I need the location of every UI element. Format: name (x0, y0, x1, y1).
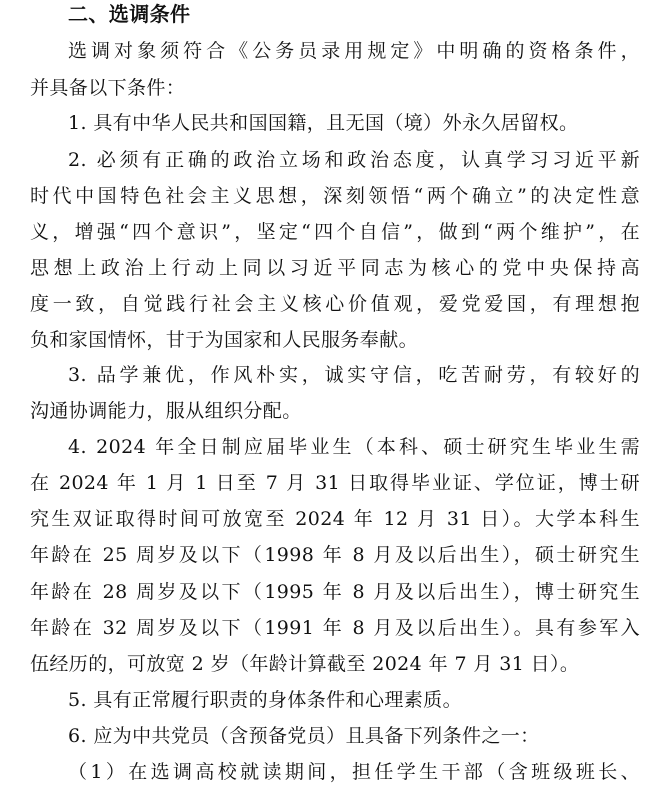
paragraph-line: 6. 应为中共党员（含预备党员）且具备下列条件之一： (68, 725, 540, 747)
paragraph-line: 时代中国特色社会主义思想，深刻领悟“两个确立”的决定性意 (30, 185, 640, 207)
paragraph-line: 5. 具有正常履行职责的身体条件和心理素质。 (68, 689, 462, 711)
paragraph-line: 负和家国情怀，甘于为国家和人民服务奉献。 (30, 329, 419, 351)
paragraph-line: 并具备以下条件： (30, 77, 186, 99)
paragraph-line: 义，增强“四个意识”，坚定“四个自信”，做到“两个维护”，在 (30, 221, 640, 243)
paragraph-line: 4. 2024 年全日制应届毕业生（本科、硕士研究生毕业生需 (68, 436, 640, 458)
paragraph-line: 度一致，自觉践行社会主义核心价值观，爱党爱国，有理想抱 (30, 293, 640, 315)
paragraph-line: 年龄在 32 周岁及以下（1991 年 8 月及以后出生）。具有参军入 (30, 617, 640, 639)
paragraph-line: 3. 品学兼优，作风朴实，诚实守信，吃苦耐劳，有较好的 (68, 364, 640, 386)
paragraph-line: （1）在选调高校就读期间，担任学生干部（含班级班长、 (68, 761, 640, 783)
paragraph-line: 在 2024 年 1 月 1 日至 7 月 31 日取得毕业证、学位证，博士研 (30, 472, 640, 494)
paragraph-line: 年龄在 25 周岁及以下（1998 年 8 月及以后出生），硕士研究生 (30, 544, 640, 566)
paragraph-line: 思想上政治上行动上同以习近平同志为核心的党中央保持高 (30, 257, 640, 279)
paragraph-line: 年龄在 28 周岁及以下（1995 年 8 月及以后出生），博士研究生 (30, 581, 640, 603)
section-heading: 二、选调条件 (68, 2, 191, 26)
paragraph-line: 1. 具有中华人民共和国国籍，且无国（境）外永久居留权。 (68, 112, 579, 134)
paragraph-line: 2. 必须有正确的政治立场和政治态度，认真学习习近平新 (68, 149, 640, 171)
paragraph-line: 究生双证取得时间可放宽至 2024 年 12 月 31 日）。大学本科生 (30, 508, 640, 530)
paragraph-line: 选调对象须符合《公务员录用规定》中明确的资格条件， (68, 40, 640, 62)
paragraph-line: 沟通协调能力，服从组织分配。 (30, 400, 302, 422)
paragraph-line: 伍经历的，可放宽 2 岁（年龄计算截至 2024 年 7 月 31 日）。 (30, 653, 580, 675)
